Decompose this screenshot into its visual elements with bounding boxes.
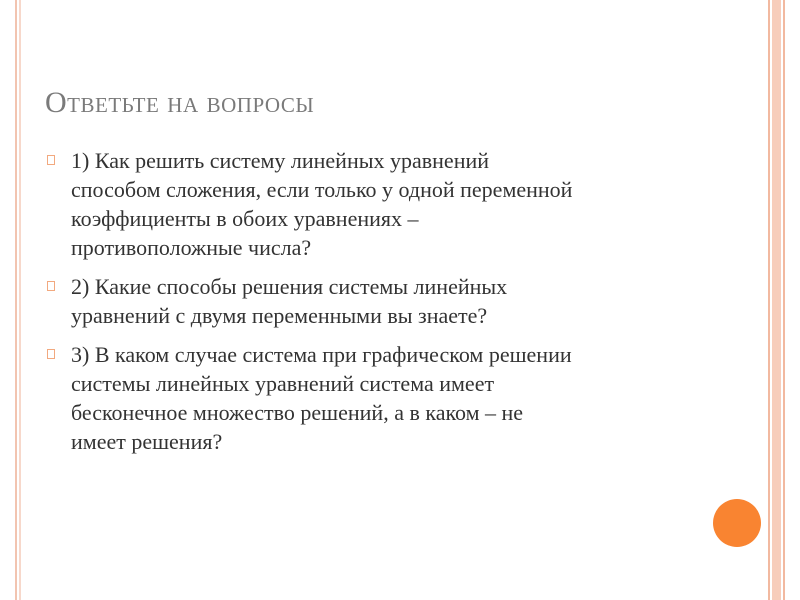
question-line: 3) В каком случае система при графическом решении: [71, 342, 572, 367]
question-line: способом сложения, если только у одной переменной: [71, 177, 573, 202]
right-decor-line: [768, 0, 770, 600]
slide-title: Ответьте на вопросы: [45, 86, 315, 119]
question-line: имеет решения?: [71, 429, 223, 454]
question-line: противоположные числа?: [71, 235, 312, 260]
question-item: [45, 272, 725, 330]
left-decor-line: [19, 0, 21, 600]
right-decor-band: [772, 0, 781, 600]
question-line: бесконечное множество решений, а в каком – не: [71, 400, 524, 425]
question-line: уравнений с двумя переменными вы знаете?: [71, 303, 488, 328]
question-line: системы линейных уравнений система имеет: [71, 371, 495, 396]
question-line: 2) Какие способы решения системы линейных: [71, 274, 508, 299]
right-decor-line: [783, 0, 785, 600]
question-item: [45, 146, 725, 262]
question-line: 1) Как решить систему линейных уравнений: [71, 148, 490, 173]
question-list: [45, 146, 725, 466]
square-bullet-icon: [47, 349, 55, 359]
question-item: [45, 340, 725, 456]
orange-circle-decoration: [713, 499, 761, 547]
question-line: коэффициенты в обоих уравнениях –: [71, 206, 419, 231]
square-bullet-icon: [47, 155, 55, 165]
square-bullet-icon: [47, 281, 55, 291]
left-decor-line: [15, 0, 17, 600]
